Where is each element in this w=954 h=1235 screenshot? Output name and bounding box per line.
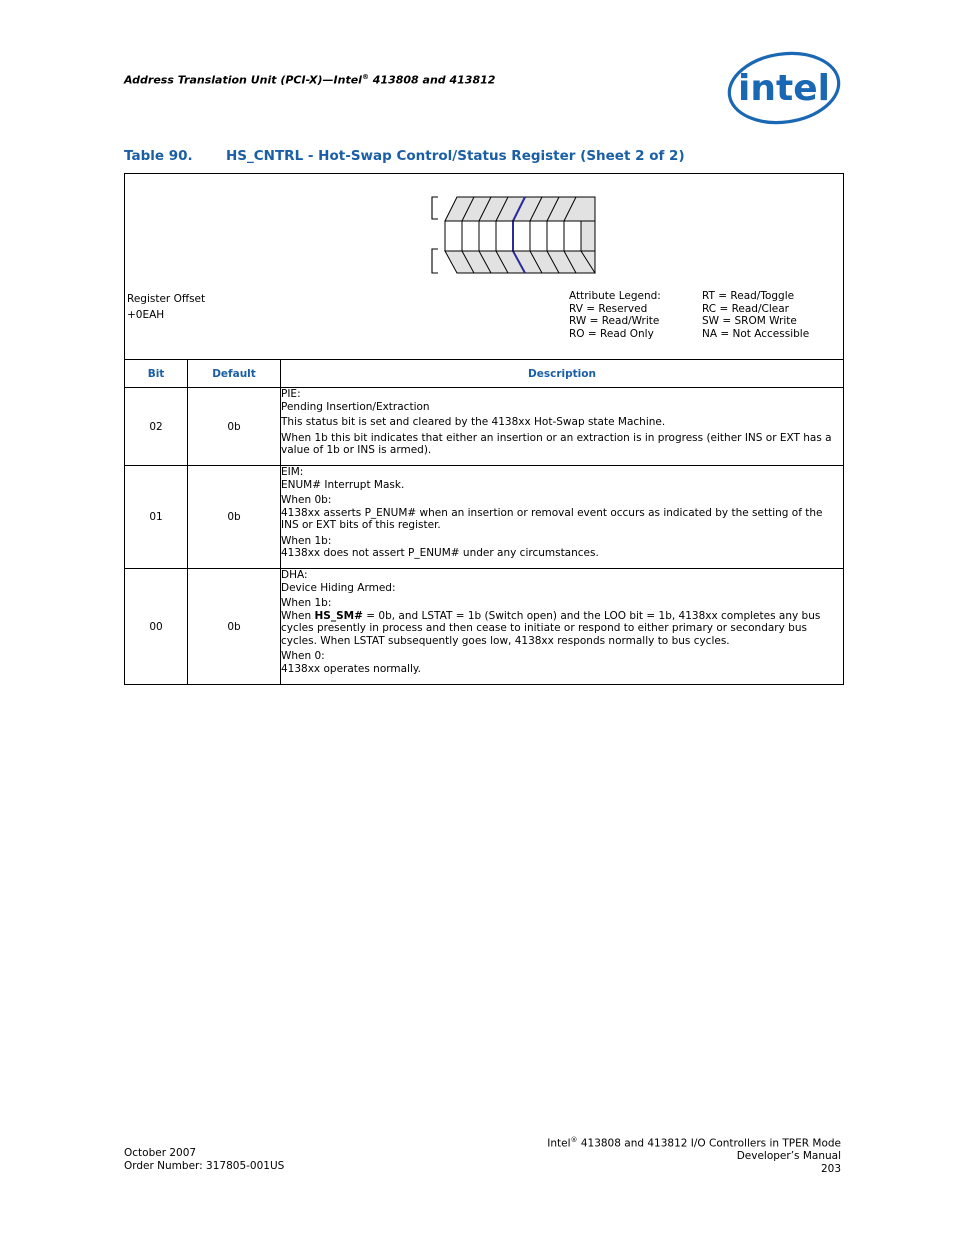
description-line: 4138xx operates normally. bbox=[281, 662, 421, 675]
description-line: When 1b this bit indicates that either an insertion or an extraction is in progress (either INS or EXT has a value of 1b or INS is armed). bbox=[281, 431, 832, 456]
top-bracket bbox=[432, 197, 438, 219]
description-cell bbox=[281, 388, 844, 466]
description-line: When 0: bbox=[281, 650, 325, 662]
bit-band-middle bbox=[445, 221, 595, 251]
legend-item: NA = Not Accessible bbox=[702, 327, 810, 340]
description-line: When 1b: bbox=[281, 534, 332, 547]
table-number: Table 90. bbox=[124, 148, 193, 164]
bottom-bracket bbox=[432, 249, 438, 273]
description-line: This status bit is set and cleared by the 4138xx Hot-Swap state Machine. bbox=[281, 416, 666, 428]
register-table bbox=[124, 173, 844, 685]
register-offset-label: Register Offset bbox=[127, 293, 206, 305]
description-line: Pending Insertion/Extraction bbox=[281, 400, 430, 413]
footer-product: Intel® 413808 and 413812 I/O Controllers in TPER Mode bbox=[547, 1136, 841, 1150]
description-column-header: Description bbox=[281, 360, 844, 388]
legend-item: RV = Reserved bbox=[569, 302, 648, 315]
table-caption bbox=[124, 148, 685, 164]
legend-item: RO = Read Only bbox=[569, 327, 654, 340]
logo-wordmark: intel bbox=[738, 68, 830, 109]
default-column-header: Default bbox=[188, 360, 281, 388]
bit-column-header: Bit bbox=[125, 360, 188, 388]
legend-item: RW = Read/Write bbox=[569, 315, 660, 327]
bit-cell: 00 bbox=[125, 569, 188, 685]
legend-item: RT = Read/Toggle bbox=[702, 290, 795, 302]
signal-name: HS_SM# bbox=[314, 609, 363, 622]
bit-cell: 02 bbox=[125, 388, 188, 466]
register-offset-value: +0EAH bbox=[127, 309, 165, 321]
default-cell: 0b bbox=[188, 388, 281, 466]
register-diagram-cell bbox=[125, 174, 844, 360]
field-name: PIE: bbox=[281, 388, 301, 400]
default-cell: 0b bbox=[188, 466, 281, 569]
description-line: When 0b: bbox=[281, 494, 332, 506]
table-title: HS_CNTRL - Hot-Swap Control/Status Register (Sheet 2 of 2) bbox=[226, 148, 685, 164]
footer-manual: Developer’s Manual bbox=[736, 1150, 841, 1162]
attribute-legend-col2 bbox=[702, 290, 809, 340]
attribute-legend bbox=[569, 290, 661, 340]
running-header: Address Translation Unit (PCI-X)—Intel® 413808 and 413812 bbox=[124, 73, 496, 87]
page-number: 203 bbox=[820, 1162, 841, 1175]
default-cell: 0b bbox=[188, 569, 281, 685]
description-cell bbox=[281, 569, 844, 685]
legend-item: SW = SROM Write bbox=[702, 315, 797, 327]
field-name: EIM: bbox=[281, 466, 304, 478]
bit-cell: 01 bbox=[125, 466, 188, 569]
footer-right bbox=[547, 1134, 841, 1175]
description-cell bbox=[281, 466, 844, 569]
legend-title: Attribute Legend: bbox=[569, 290, 661, 302]
footer-order-number: Order Number: 317805-001US bbox=[124, 1159, 285, 1172]
intel-logo bbox=[726, 50, 844, 126]
description-line: When 1b: bbox=[281, 597, 332, 609]
table-row bbox=[125, 569, 844, 685]
footer-left bbox=[124, 1147, 284, 1172]
field-name: DHA: bbox=[281, 569, 308, 581]
description-line: 4138xx does not assert P_ENUM# under any circumstances. bbox=[281, 547, 599, 559]
description-line: 4138xx asserts P_ENUM# when an insertion or removal event occurs as indicated by the setting of the INS or EXT bits of this register. bbox=[281, 506, 823, 531]
register-offset bbox=[127, 291, 205, 323]
register-bit-diagram bbox=[428, 194, 598, 276]
footer-date: October 2007 bbox=[124, 1147, 197, 1159]
description-line: ENUM# Interrupt Mask. bbox=[281, 478, 405, 491]
table-row bbox=[125, 466, 844, 569]
legend-item: RC = Read/Clear bbox=[702, 302, 789, 315]
description-line: Device Hiding Armed: bbox=[281, 581, 396, 594]
column-header-row bbox=[125, 360, 844, 388]
table-row bbox=[125, 388, 844, 466]
description-line: When HS_SM# = 0b, and LSTAT = 1b (Switch open) and the LOO bit = 1b, 4138xx completes any bus cycles presently in process and then cease to initiate or respond to either primary or secondary bus cycles. When LSTAT subsequently goes low, 4138xx responds normally to bus cycles. bbox=[281, 609, 821, 647]
